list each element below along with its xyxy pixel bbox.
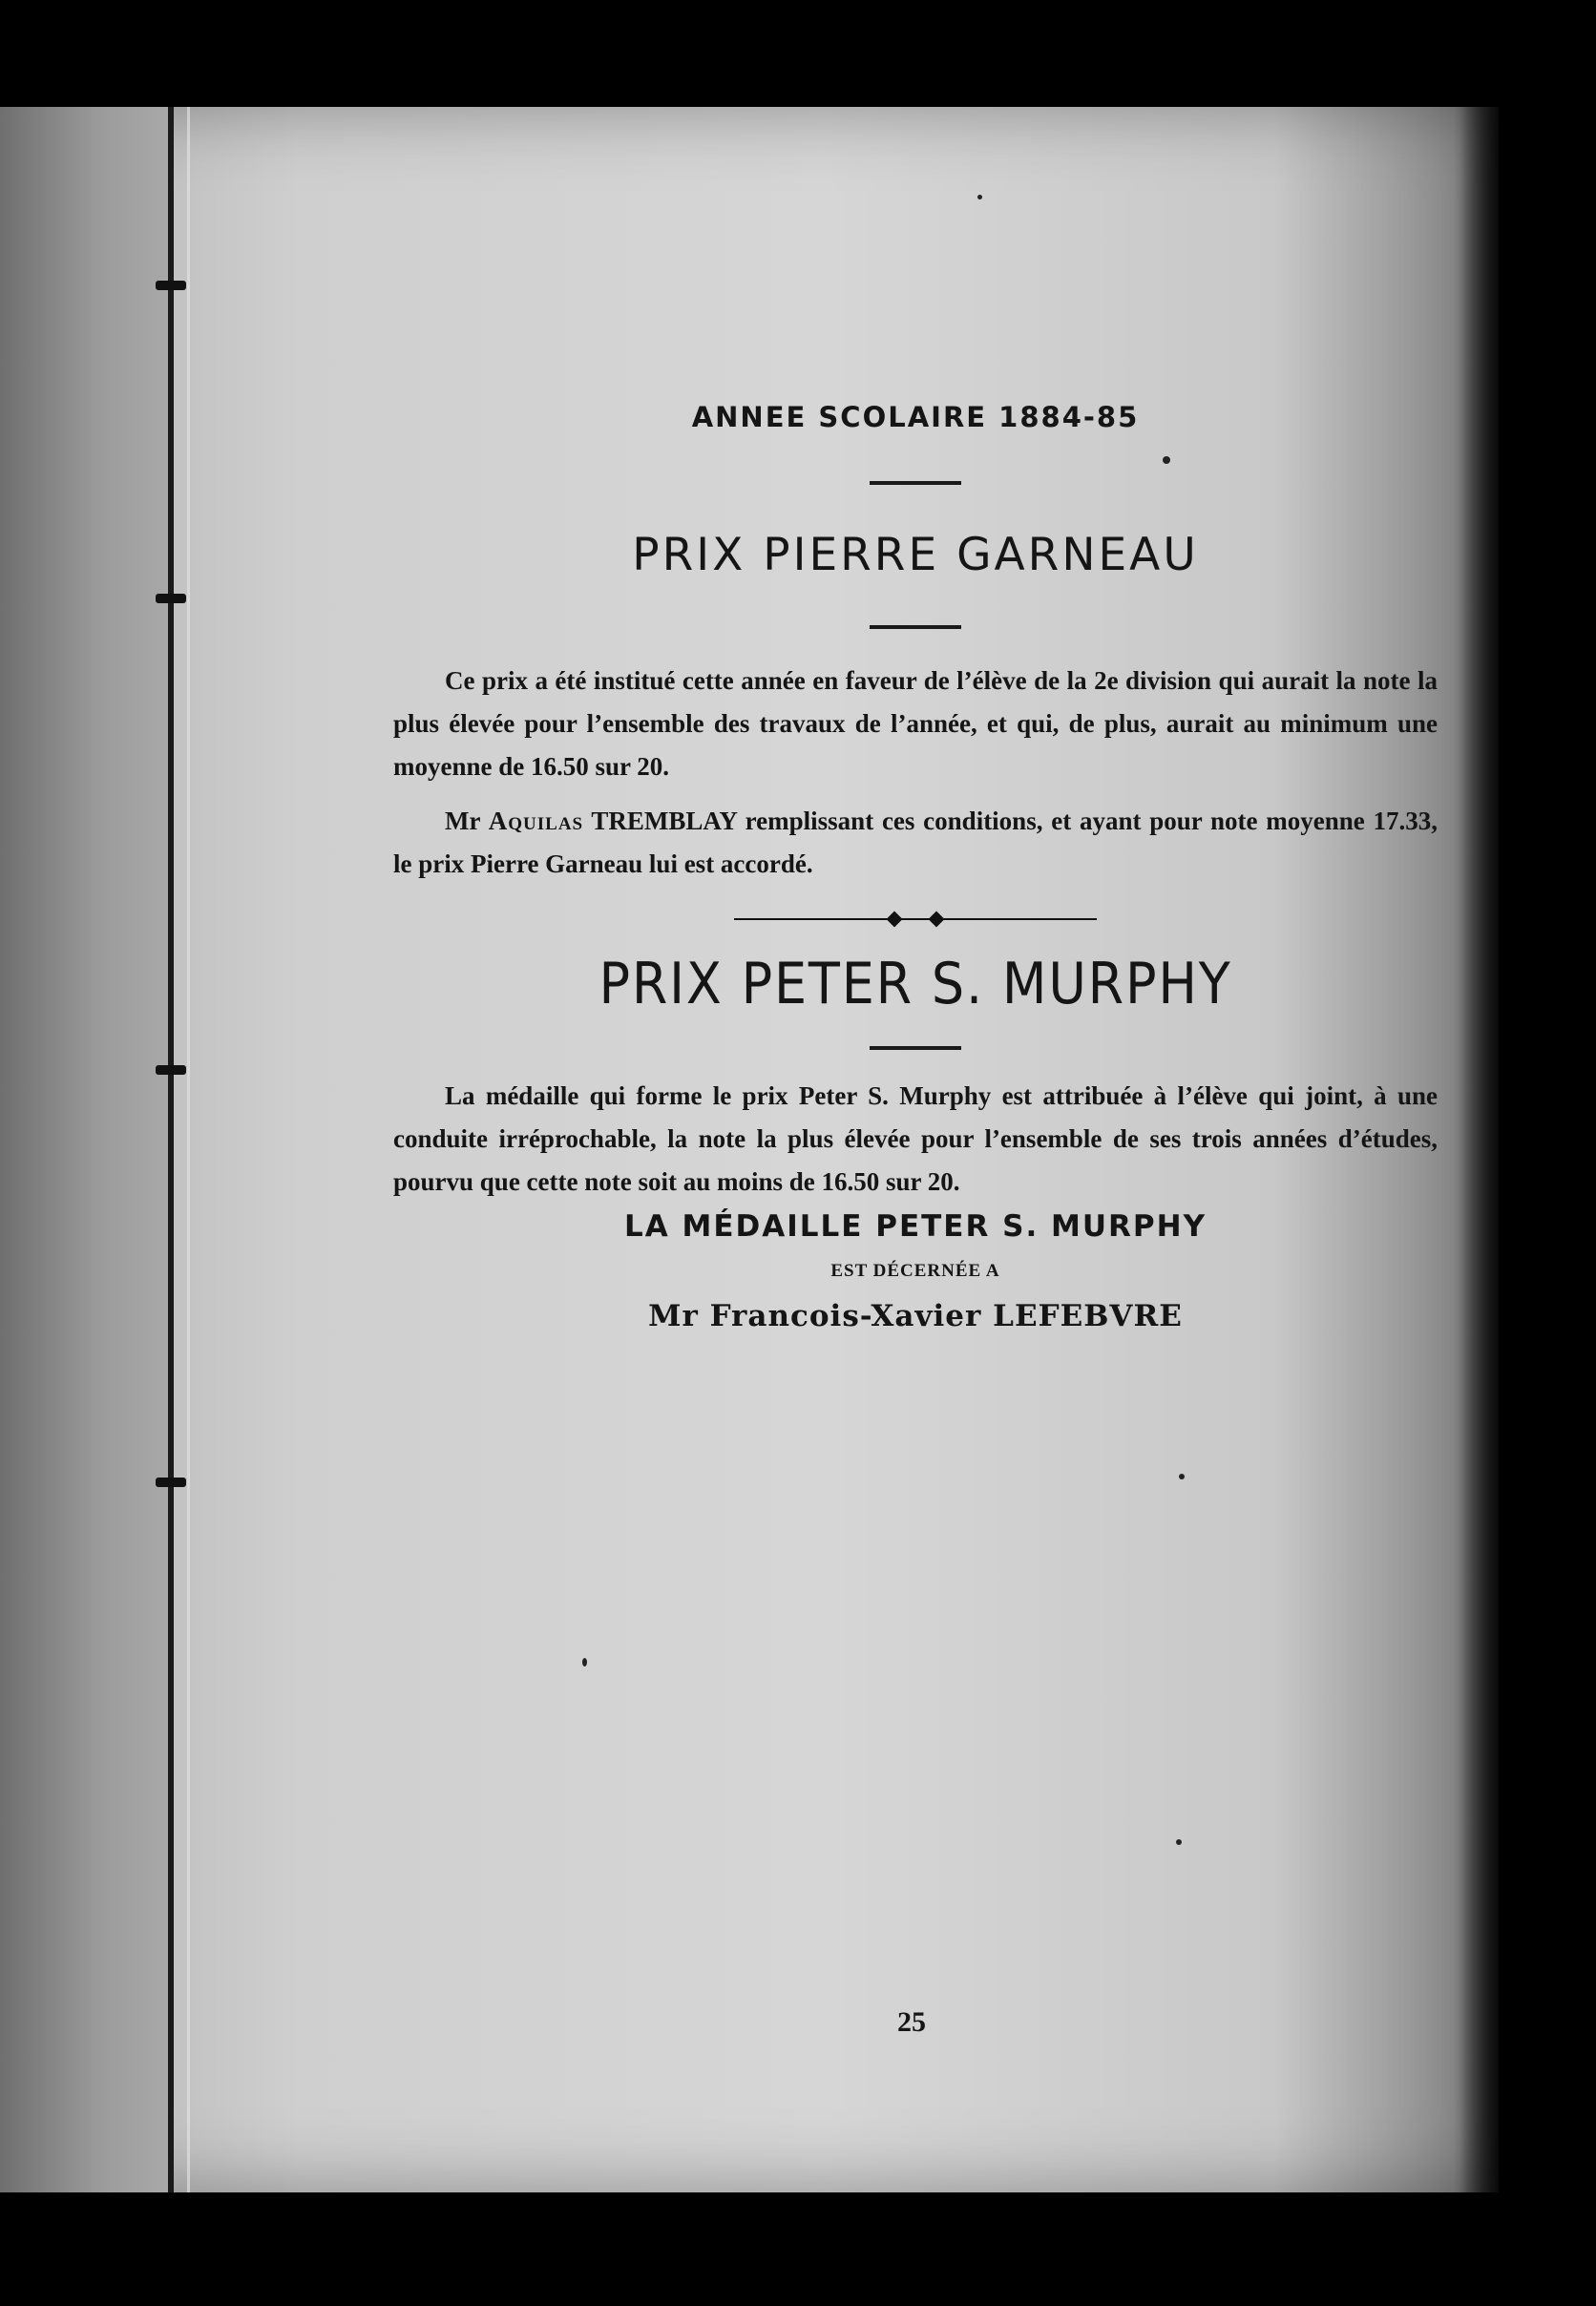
medal-heading: LA MÉDAILLE PETER S. MURPHY xyxy=(623,1209,1208,1244)
prize-title-garneau: PRIX PIERRE GARNEAU xyxy=(632,529,1199,581)
awarded-to-label: EST DÉCERNÉE A xyxy=(830,1261,1000,1281)
binding-stitch xyxy=(156,281,186,290)
prize-title-murphy: PRIX PETER S. MURPHY xyxy=(598,951,1232,1017)
ink-speck xyxy=(977,195,982,199)
ink-speck xyxy=(1176,1839,1182,1845)
page-number: 25 xyxy=(897,2006,926,2038)
binding-stitch xyxy=(156,1065,186,1075)
murphy-description: La médaille qui forme le prix Peter S. Murphy est attribuée à l’élève qui joint, à une conduite irréprochable, la note la plus élevée pour l’ensemble de ses trois années d’études, pourvu que cette note soit au moins de 16.50 sur 20. xyxy=(393,1081,1438,1196)
medal-recipient: Mr Francois-Xavier LEFEBVRE xyxy=(648,1299,1183,1333)
divider-diamond xyxy=(887,912,903,928)
divider-line xyxy=(734,918,1097,920)
divider-diamond xyxy=(929,912,945,928)
page-shadow xyxy=(1460,107,1499,2192)
recipient-firstname: Aquilas xyxy=(488,807,584,835)
award-text-rest: TREMBLAY remplissant ces conditions, et ayant pour note moyenne 17.33, le prix Pierre Garneau lui est accordé. xyxy=(393,807,1438,878)
garneau-award-text xyxy=(393,800,1438,886)
binding-stitch xyxy=(156,594,186,603)
ink-speck xyxy=(582,1658,587,1667)
title-prefix: Mr xyxy=(445,807,489,835)
school-year-heading: ANNEE SCOLAIRE 1884-85 xyxy=(691,401,1140,433)
document-body xyxy=(393,401,1438,1333)
binding-highlight xyxy=(187,107,190,2192)
ornamental-divider xyxy=(734,912,1097,926)
facing-page-edge xyxy=(0,107,172,2192)
ink-speck xyxy=(1179,1474,1185,1479)
binding-stitch xyxy=(156,1478,186,1487)
binding-line xyxy=(168,107,174,2192)
garneau-description: Ce prix a été institué cette année en faveur de l’élève de la 2e division qui aurait la note la plus élevée pour l’ensemble des travaux de l’année, et qui, de plus, aurait au minimum une moyenne de 16.50 sur 20. xyxy=(393,666,1438,781)
